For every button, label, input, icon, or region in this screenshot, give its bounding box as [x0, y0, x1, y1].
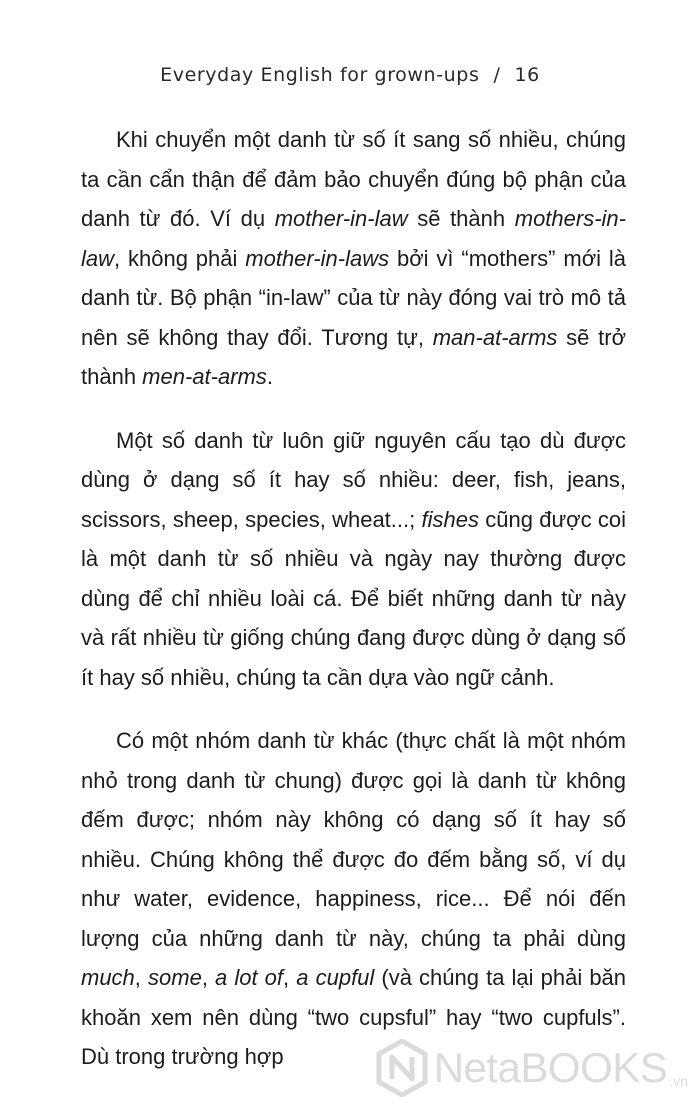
text-run: cũng được coi là một danh từ số nhiều và ngày nay thường được dùng để chỉ nhiều loài cá. Để biết những danh từ này và rất nhiều từ giống chúng đang được dùng ở dạng số ít hay số nhiều, chúng ta cần dựa vào ngữ cảnh.: [81, 506, 626, 690]
italic-term: mother-in-law: [274, 206, 408, 231]
italic-term: mother-in-laws: [245, 245, 390, 271]
paragraph: [81, 120, 626, 397]
text-run: sẽ thành: [407, 206, 515, 231]
text-run: ,: [283, 965, 297, 990]
text-run: ,: [134, 965, 149, 990]
text-run: sẽ trở thành: [81, 324, 627, 389]
italic-term: much: [81, 965, 135, 990]
running-header: [0, 64, 700, 86]
text-run: , không phải: [114, 245, 246, 271]
watermark-brand: NetaBOOKS: [433, 1044, 668, 1091]
text-run: Có một nhóm danh từ khác (thực chất là một nhóm nhỏ trong danh từ chung) được gọi là danh từ không đếm được; nhóm này không có dạng số ít hay số nhiều. Chúng không thể được đo đếm bằng số, ví dụ như water, evidence, happiness, rice... Để nói đến lượng của những danh từ này, chúng ta phải dùng: [81, 728, 626, 951]
italic-term: fishes: [421, 506, 479, 532]
italic-term: some: [148, 965, 202, 990]
page-number: 16: [514, 64, 540, 86]
netabooks-logo-icon: [376, 1039, 428, 1097]
italic-term: men-at-arms: [142, 364, 267, 389]
text-run: Một số danh từ luôn giữ nguyên cấu tạo dù được dùng ở dạng số ít hay số nhiều: deer, fish, jeans, scissors, sheep, species, wheat...;: [81, 427, 626, 532]
watermark: [376, 1039, 688, 1097]
italic-term: mothers-in-law: [81, 206, 626, 271]
italic-term: man-at-arms: [432, 324, 558, 350]
body-text: [81, 120, 626, 1101]
watermark-suffix: .vn: [669, 1073, 688, 1089]
italic-term: a cupful: [296, 965, 375, 990]
text-run: bởi vì “mothers” mới là danh từ. Bộ phận “in-law” của từ này đóng vai trò mô tả nên sẽ không thay đổi. Tương tự,: [81, 245, 626, 350]
text-run: (và chúng ta lại phải băn khoăn xem nên dùng “two cupsful” hay “two cupfuls”. Dù trong trường hợp: [81, 965, 627, 1069]
text-run: .: [266, 364, 273, 389]
book-title: Everyday English for grown-ups: [160, 64, 480, 86]
paragraph: [81, 721, 626, 1077]
italic-term: a lot of: [215, 965, 284, 990]
text-run: Khi chuyển một danh từ số ít sang số nhiều, chúng ta cần cẩn thận để đảm bảo chuyển đúng bộ phận của danh từ đó. Ví dụ: [81, 127, 626, 231]
paragraph: [81, 421, 626, 698]
header-separator: /: [493, 64, 501, 86]
text-run: ,: [201, 965, 216, 990]
